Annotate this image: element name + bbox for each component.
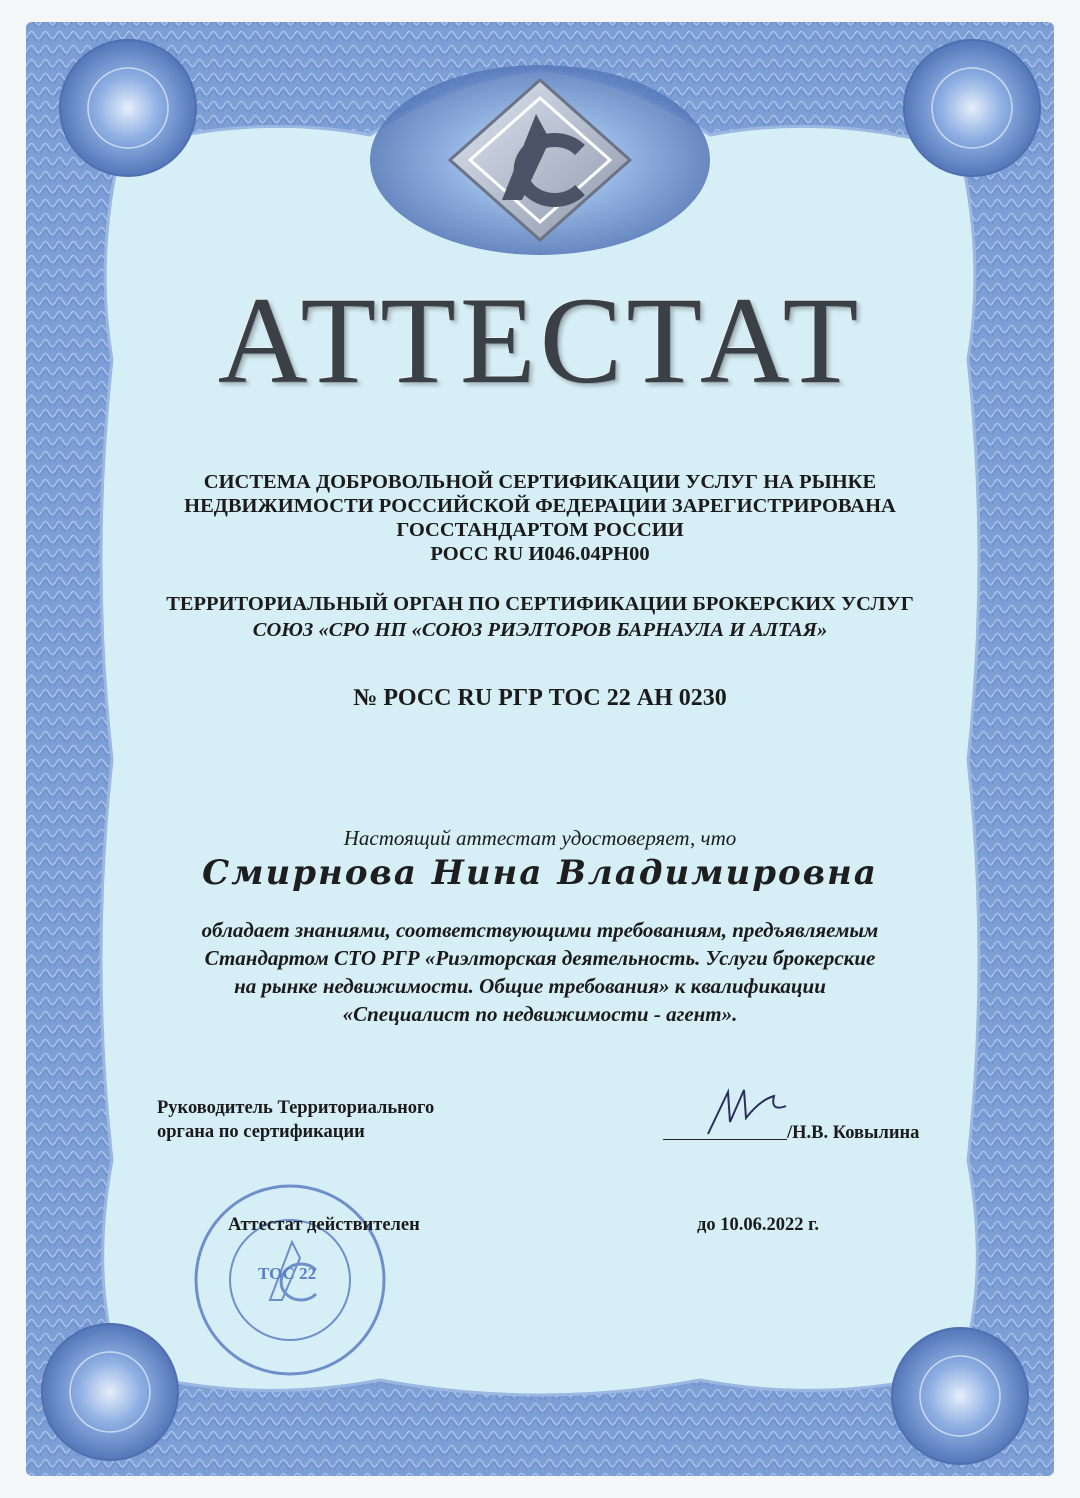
qualification-line-1: обладает знаниями, соответствующими требованиям, предъявляемым bbox=[201, 918, 879, 942]
signature-line bbox=[663, 1139, 787, 1140]
rosette-bottom-right bbox=[892, 1328, 1028, 1464]
system-line-3: ГОССТАНДАРТОМ РОССИИ bbox=[396, 519, 684, 541]
validity-label: Аттестат действителен bbox=[228, 1215, 420, 1235]
stamp-center-text: ТОС 22 bbox=[258, 1264, 317, 1283]
rosette-top-right bbox=[904, 40, 1040, 176]
body-org-line-2: СОЮЗ «СРО НП «СОЮЗ РИЭЛТОРОВ БАРНАУЛА И АЛТАЯ» bbox=[252, 619, 828, 641]
signature bbox=[700, 1082, 790, 1142]
qualification-line-4: «Специалист по недвижимости - агент». bbox=[342, 1002, 738, 1026]
signatory-name: /Н.В. Ковылина bbox=[787, 1123, 920, 1143]
qualification-line-3: на рынке недвижимости. Общие требования» к квалификации bbox=[234, 974, 826, 998]
validity-date: до 10.06.2022 г. bbox=[697, 1215, 820, 1235]
head-label-line-2: органа по сертификации bbox=[157, 1122, 365, 1142]
system-line-2: НЕДВИЖИМОСТИ РОССИЙСКОЙ ФЕДЕРАЦИИ ЗАРЕГИСТРИРОВАНА bbox=[184, 495, 896, 517]
system-registration: РОСС RU И046.04РН00 bbox=[430, 543, 650, 565]
head-label-line-1: Руководитель Территориального bbox=[157, 1098, 435, 1118]
holder-name: Смирнова Нина Владимировна bbox=[202, 853, 878, 893]
certifies-text: Настоящий аттестат удостоверяет, что bbox=[343, 826, 737, 850]
certificate-number: № РОСС RU РГР ТОС 22 АН 0230 bbox=[353, 685, 727, 711]
system-line-1: СИСТЕМА ДОБРОВОЛЬНОЙ СЕРТИФИКАЦИИ УСЛУГ НА РЫНКЕ bbox=[203, 471, 877, 493]
inner-panel bbox=[101, 70, 979, 1395]
qualification-line-2: Стандартом СТО РГР «Риэлторская деятельность. Услуги брокерские bbox=[204, 946, 876, 970]
rosette-top-left bbox=[60, 40, 196, 176]
document-title: АТТЕСТАТ bbox=[217, 272, 863, 409]
rosette-bottom-left bbox=[42, 1324, 178, 1460]
body-org-line-1: ТЕРРИТОРИАЛЬНЫЙ ОРГАН ПО СЕРТИФИКАЦИИ БРОКЕРСКИХ УСЛУГ bbox=[166, 593, 914, 615]
